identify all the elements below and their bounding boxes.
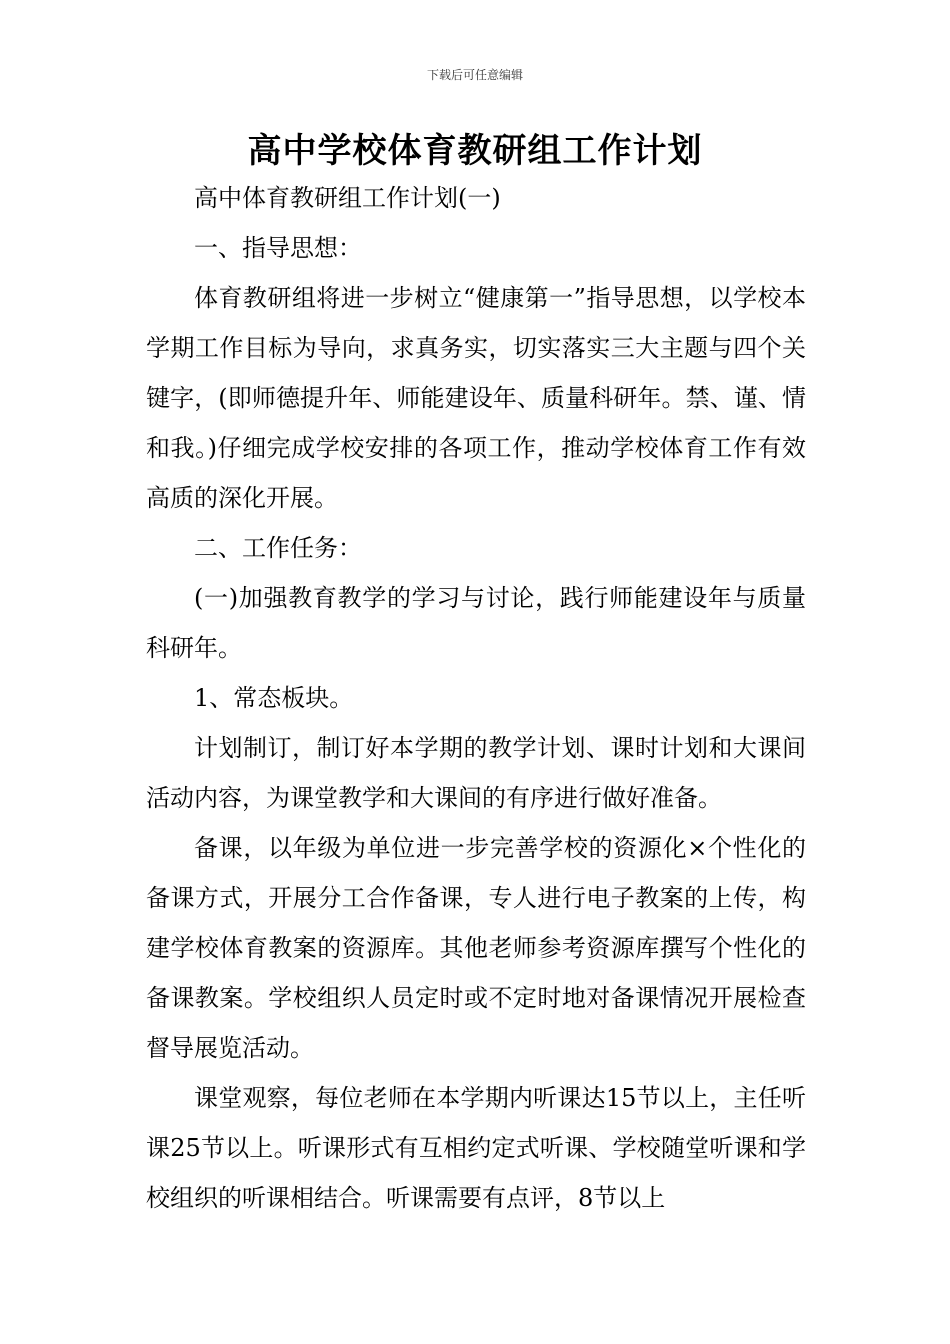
paragraph-task-one: (一)加强教育教学的学习与讨论，践行师能建设年与质量科研年。 [146, 584, 806, 662]
document-title: 高中学校体育教研组工作计划 [247, 131, 703, 171]
paragraph-plan-making: 计划制订，制订好本学期的教学计划、课时计划和大课间活动内容，为课堂教学和大课间的有序进行做好准备。 [146, 734, 806, 812]
heading-routine-section: 1、常态板块。 [194, 684, 354, 712]
paragraph-subtitle: 高中体育教研组工作计划(一) [194, 184, 501, 212]
paragraph-lesson-prep: 备课，以年级为单位进一步完善学校的资源化×个性化的备课方式，开展分工合作备课，专人进行电子教案的上传，构建学校体育教案的资源库。其他老师参考资源库撰写个性化的备课教案。学校组织人员定时或不定时地对备课情况开展检查督导展览活动。 [146, 834, 806, 1062]
paragraph-guiding-thought: 体育教研组将进一步树立“健康第一”指导思想，以学校本学期工作目标为导向，求真务实，切实落实三大主题与四个关键字，(即师德提升年、师能建设年、质量科研年。禁、谨、情和我。)仔细完成学校安排的各项工作，推动学校体育工作有效高质的深化开展。 [146, 284, 806, 512]
heading-work-tasks: 二、工作任务： [194, 534, 362, 562]
heading-guiding-thought: 一、指导思想： [194, 234, 362, 262]
paragraph-class-observation: 课堂观察，每位老师在本学期内听课达15节以上，主任听课25节以上。听课形式有互相约定式听课、学校随堂听课和学校组织的听课相结合。听课需要有点评，8节以上 [146, 1084, 806, 1212]
page-header-note: 下载后可任意编辑 [426, 68, 523, 82]
document-body [146, 173, 806, 1223]
